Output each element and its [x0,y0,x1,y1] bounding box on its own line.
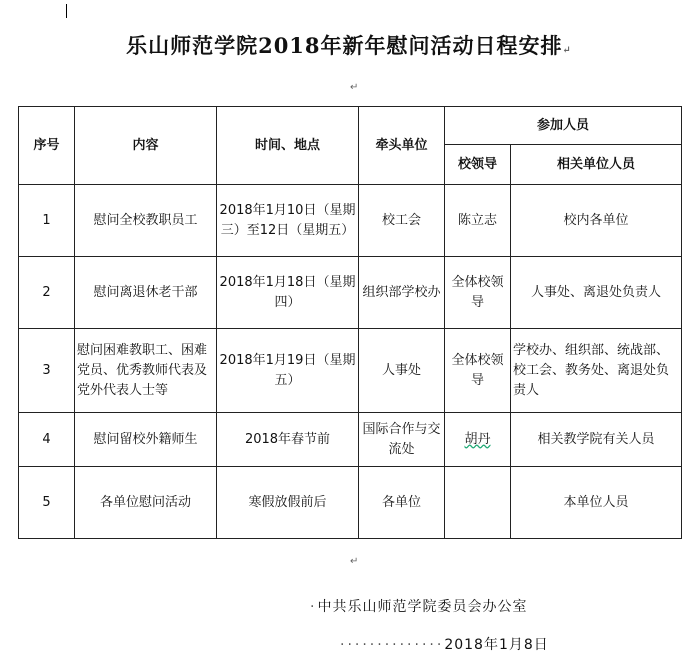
header-no: 序号 [19,107,75,185]
row-leader [445,467,511,539]
title-text: 乐山师范学院2018年新年慰问活动日程安排 [126,33,563,58]
row-leader: 全体校领导 [445,329,511,413]
row-lead-unit: 人事处 [359,329,445,413]
row-no: 3 [19,329,75,413]
leader-name: 胡丹 [464,431,491,447]
document-title [0,30,698,60]
row-content: 慰问留校外籍师生 [75,413,217,467]
row-content: 慰问困难教职工、困难党员、优秀教师代表及党外代表人士等 [75,329,217,413]
row-leader [445,413,511,467]
row-no: 4 [19,413,75,467]
table-row [19,185,682,257]
signature-date-text: 2018年1月8日 [444,637,549,653]
row-content: 慰问离退休老干部 [75,257,217,329]
paragraph-mark: ↵ [350,82,359,93]
signature-org [310,596,527,616]
row-time-place: 2018年1月18日（星期四） [217,257,359,329]
schedule-table [18,106,682,539]
table-row [19,329,682,413]
leader-dots: · [310,599,318,615]
row-leader: 全体校领导 [445,257,511,329]
row-leader: 陈立志 [445,185,511,257]
row-no: 5 [19,467,75,539]
row-lead-unit: 校工会 [359,185,445,257]
text-cursor [66,4,67,18]
header-related-units: 相关单位人员 [511,145,682,185]
header-time-place: 时间、地点 [217,107,359,185]
header-school-leaders: 校领导 [445,145,511,185]
leader-dots: ·············· [340,637,445,653]
paragraph-mark: ↵ [562,45,572,56]
header-content: 内容 [75,107,217,185]
table-row [19,413,682,467]
row-no: 1 [19,185,75,257]
row-time-place: 2018年1月19日（星期五） [217,329,359,413]
row-content: 慰问全校教职员工 [75,185,217,257]
row-related: 校内各单位 [511,185,682,257]
row-related: 相关教学院有关人员 [511,413,682,467]
paragraph-mark: ↵ [350,556,359,567]
row-lead-unit: 国际合作与交流处 [359,413,445,467]
row-time-place: 寒假放假前后 [217,467,359,539]
row-lead-unit: 组织部学校办 [359,257,445,329]
table-row [19,257,682,329]
header-participants: 参加人员 [445,107,682,145]
row-no: 2 [19,257,75,329]
signature-date [340,634,549,654]
row-related: 学校办、组织部、统战部、校工会、教务处、离退处负责人 [511,329,682,413]
table-row [19,467,682,539]
row-related: 人事处、离退处负责人 [511,257,682,329]
row-time-place: 2018年春节前 [217,413,359,467]
row-related: 本单位人员 [511,467,682,539]
row-lead-unit: 各单位 [359,467,445,539]
header-lead-unit: 牵头单位 [359,107,445,185]
signature-org-text: 中共乐山师范学院委员会办公室 [317,599,528,615]
row-time-place: 2018年1月10日（星期三）至12日（星期五） [217,185,359,257]
row-content: 各单位慰问活动 [75,467,217,539]
